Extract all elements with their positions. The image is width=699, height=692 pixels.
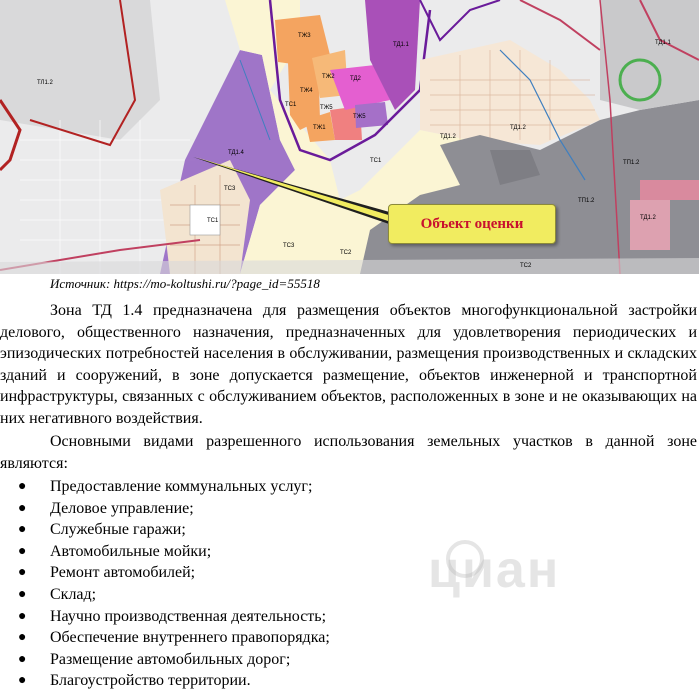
- bullet-icon: ●: [18, 479, 27, 494]
- list-item: [0, 519, 699, 541]
- list-item: [0, 584, 699, 606]
- list-item: [0, 498, 699, 520]
- list-item: [0, 476, 699, 498]
- document-body: [0, 300, 699, 692]
- zone-label: ТД1.4: [228, 150, 244, 156]
- zone-label: ТС1: [285, 102, 297, 108]
- list-item: [0, 606, 699, 628]
- zone-label: ТЖ5: [353, 114, 366, 120]
- bullet-icon: ●: [18, 543, 27, 559]
- bullet-icon: ●: [18, 565, 27, 581]
- zone-label: ТД1.1: [393, 42, 409, 48]
- bullet-icon: ●: [18, 630, 27, 646]
- list-item: [0, 670, 699, 692]
- list-item-text: Научно производственная деятельность;: [50, 607, 327, 625]
- list-item-text: Благоустройство территории.: [50, 672, 251, 690]
- zone-label: ТС1: [207, 218, 219, 224]
- bullet-icon: ●: [18, 586, 27, 602]
- zone-label: ТП1.2: [578, 198, 595, 204]
- list-item: [0, 649, 699, 671]
- zone-label: ТЖ4: [300, 88, 313, 94]
- bullet-icon: ●: [18, 651, 27, 667]
- zone-label: ТЛ1.2: [37, 80, 53, 86]
- bullet-icon: ●: [18, 673, 27, 689]
- list-item-text: Обеспечение внутреннего правопорядка;: [50, 629, 330, 647]
- zone-label: ТЖ5: [320, 105, 333, 111]
- zone-label: ТЖ2: [322, 74, 335, 80]
- zone-label: ТД1.2: [510, 125, 526, 131]
- zone-label: ТД1.2: [640, 215, 656, 221]
- zone-label: ТЖ3: [298, 33, 311, 39]
- zone-label: ТД1.1: [655, 40, 671, 46]
- zone-label: ТС3: [224, 186, 236, 192]
- watermark-logo-icon: [446, 540, 484, 578]
- list-item-text: Размещение автомобильных дорог;: [50, 650, 291, 668]
- zone-label: ТД2: [350, 76, 361, 82]
- zone-label: ТС1: [370, 158, 382, 164]
- watermark: циан: [428, 541, 561, 599]
- list-item-text: Деловое управление;: [50, 499, 194, 517]
- permitted-uses-list: [0, 476, 699, 692]
- zone-label: ТД1.2: [440, 134, 456, 140]
- uses-intro-paragraph: Основными видами разрешенного использования земельных участков в данной зоне являются:: [0, 433, 697, 472]
- list-item-text: Автомобильные мойки;: [50, 542, 212, 560]
- list-item-text: Предоставление коммунальных услуг;: [50, 478, 313, 495]
- list-item: [0, 562, 699, 584]
- zone-description-paragraph: Зона ТД 1.4 предназначена для размещения объектов многофункциональной застройки делового, общественного назначения, предназначенных для удовлетворения периодических и эпизодических потребностей населения в обслуживании, размещения производственных и складских зданий и сооружений, в зоне допускается размещение, объектов инженерной и транспортной инфраструктуры, связанных с обслуживанием объектов, расположенных в зоне и не оказывающих на них негативного воздействия.: [0, 302, 697, 427]
- bullet-icon: ●: [18, 608, 27, 624]
- zone-label: ТС2: [520, 263, 532, 269]
- list-item-text: Служебные гаражи;: [50, 521, 186, 539]
- zone-label: ТС2: [340, 250, 352, 256]
- zoning-map-graphic: [0, 0, 699, 274]
- zoning-map: [0, 0, 699, 274]
- list-item-text: Ремонт автомобилей;: [50, 564, 196, 582]
- map-source-caption: Источник: https://mo-koltushi.ru/?page_id=55518: [50, 276, 320, 291]
- list-item-text: Склад;: [50, 585, 97, 603]
- zone-label: ТС3: [283, 243, 295, 249]
- list-item: [0, 627, 699, 649]
- list-item: [0, 541, 699, 563]
- zone-label: ТЖ1: [313, 125, 326, 131]
- bullet-icon: ●: [18, 522, 27, 538]
- zone-label: ТП1.2: [623, 160, 640, 166]
- appraisal-object-callout: Объект оценки: [388, 204, 556, 244]
- bullet-icon: ●: [18, 500, 27, 516]
